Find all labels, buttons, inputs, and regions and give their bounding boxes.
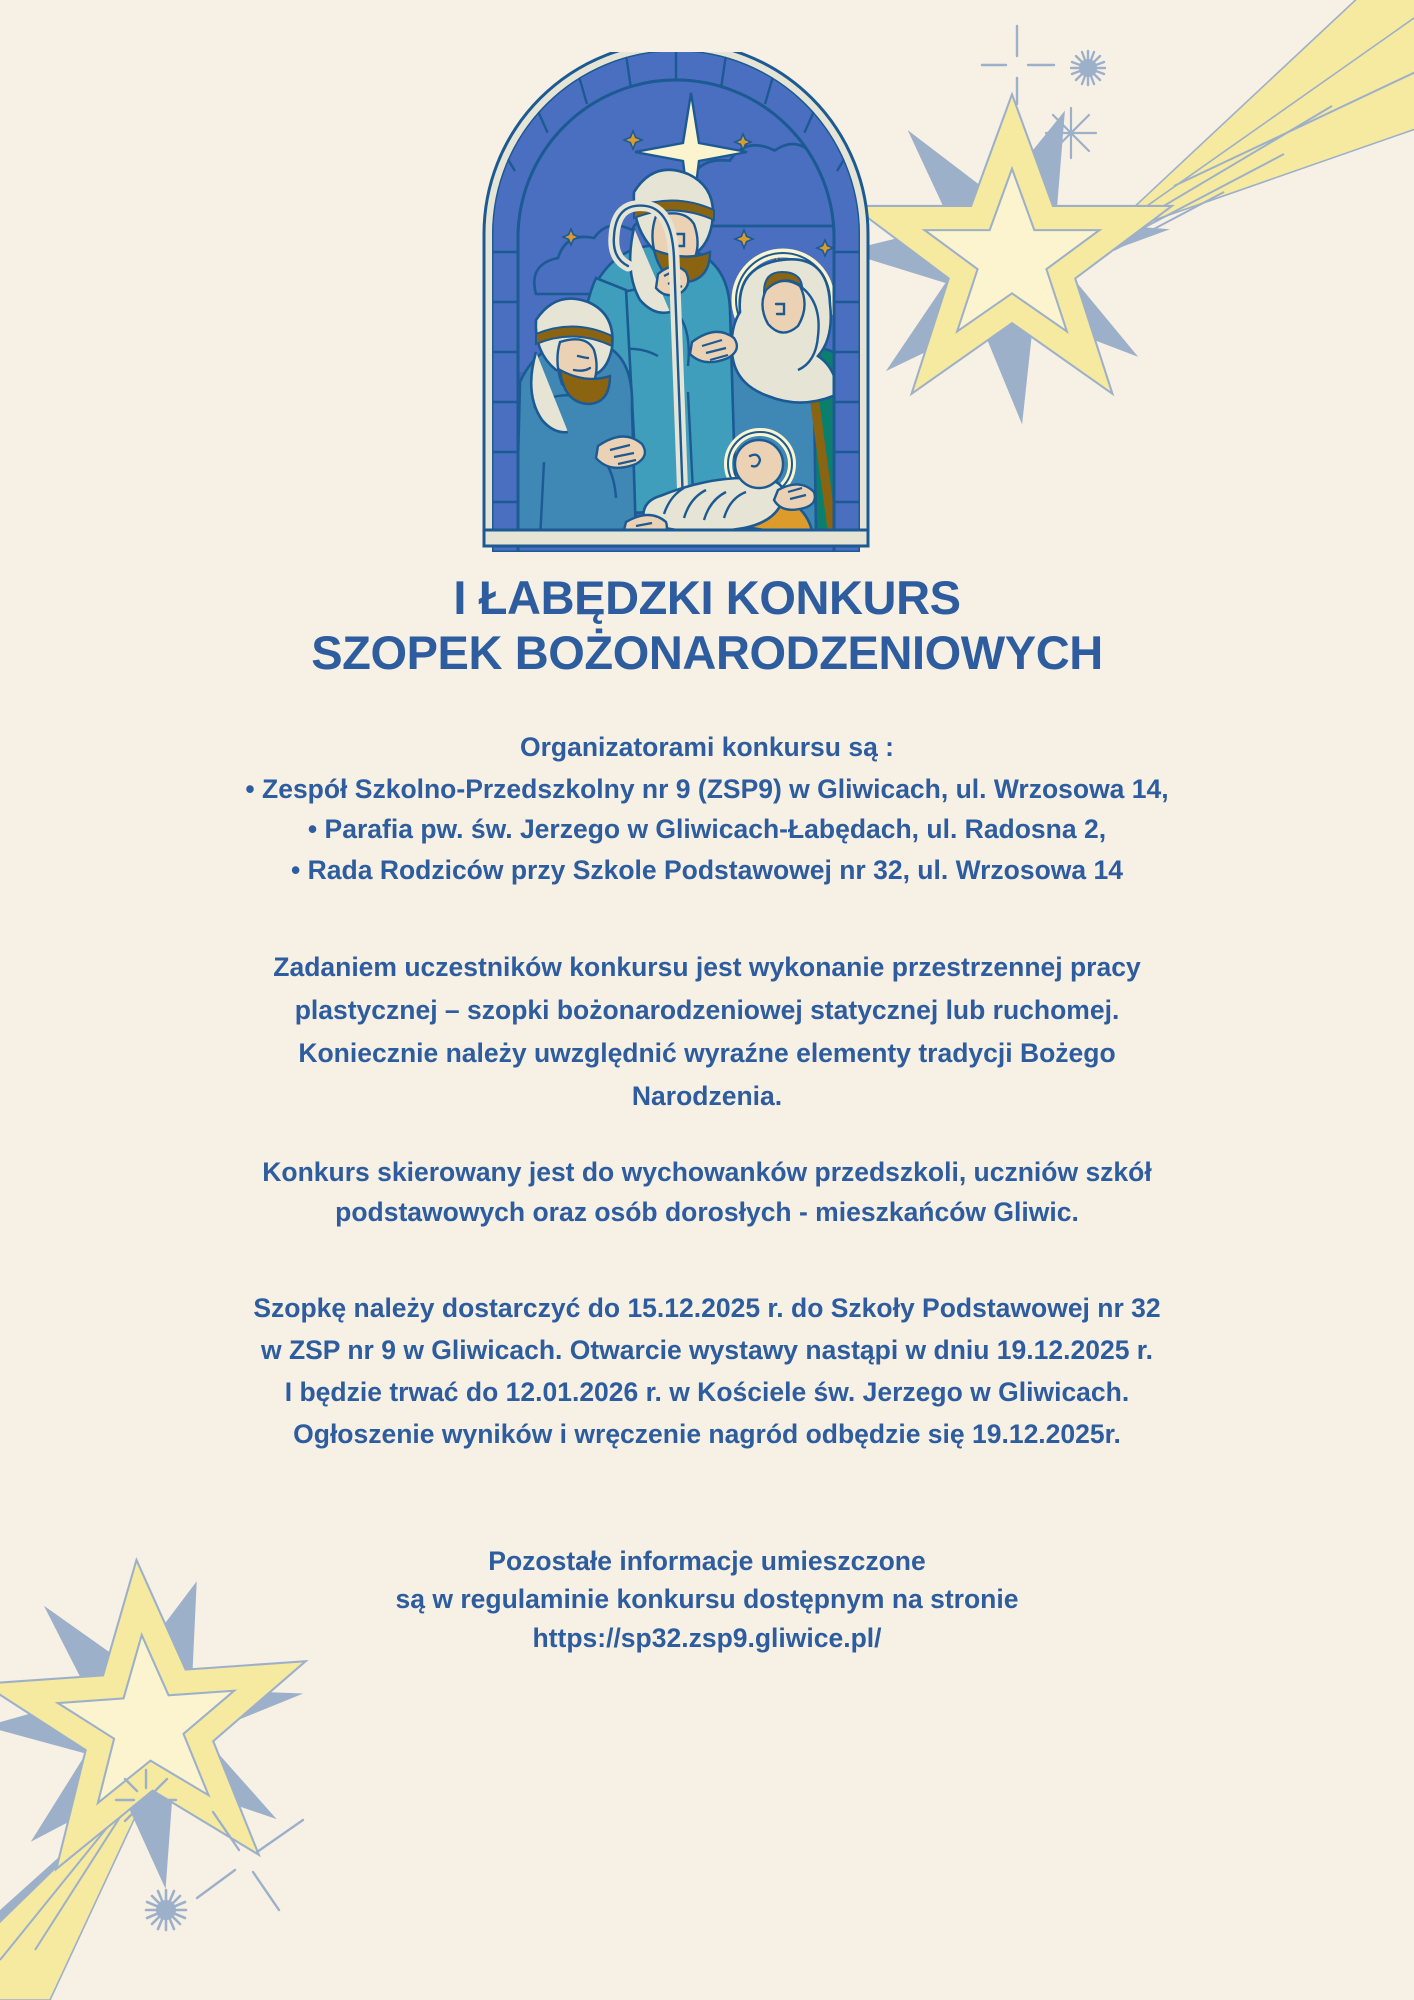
- footer-line-1: Pozostałe informacje umieszczone: [488, 1545, 926, 1576]
- more-info-block: [0, 1542, 1414, 1658]
- task-line-2: plastycznej – szopki bożonarodzeniowej statycznej lub ruchomej.: [294, 994, 1120, 1025]
- task-line-1: Zadaniem uczestników konkursu jest wykonanie przestrzennej pracy: [273, 951, 1141, 982]
- organizer-item-1: • Zespół Szkolno-Przedszkolny nr 9 (ZSP9) w Gliwicach, ul. Wrzosowa 14,: [245, 774, 1169, 805]
- title-line-2: SZOPEK BOŻONARODZENIOWYCH: [311, 626, 1103, 680]
- poster-content: [0, 570, 1414, 1658]
- dates-line-4: Ogłoszenie wyników i wręczenie nagród odbędzie się 19.12.2025r.: [293, 1418, 1121, 1449]
- organizers-block: [0, 727, 1414, 890]
- page-title: [0, 570, 1414, 681]
- dates-and-venue-block: [0, 1288, 1414, 1455]
- spacer: [0, 890, 1414, 946]
- sparkle-cluster-icon: [80, 1750, 410, 1980]
- spacer: [0, 1456, 1414, 1542]
- task-line-4: Narodzenia.: [631, 1080, 783, 1111]
- task-description-block: [0, 946, 1414, 1118]
- organizers-heading: Organizatorami konkursu są :: [519, 731, 895, 762]
- audience-line-2: podstawowych oraz osób dorosłych - mieszkańców Gliwic.: [335, 1196, 1079, 1227]
- shooting-star-comet-icon: [864, 0, 1414, 456]
- dates-line-1: Szopkę należy dostarczyć do 15.12.2025 r. do Szkoły Podstawowej nr 32: [253, 1293, 1161, 1324]
- audience-block: [0, 1152, 1414, 1233]
- regulations-url[interactable]: https://sp32.zsp9.gliwice.pl/: [532, 1623, 882, 1653]
- organizer-item-3: • Rada Rodziców przy Szkole Podstawowej nr 32, ul. Wrzosowa 14: [291, 854, 1123, 885]
- dates-line-2: w ZSP nr 9 w Gliwicach. Otwarcie wystawy nastąpi w dniu 19.12.2025 r.: [260, 1335, 1154, 1366]
- nativity-scene-illustration: [478, 52, 874, 552]
- audience-line-1: Konkurs skierowany jest do wychowanków przedszkoli, uczniów szkół: [262, 1156, 1152, 1187]
- spacer: [0, 1232, 1414, 1288]
- title-line-1: I ŁABĘDZKI KONKURS: [453, 571, 961, 624]
- footer-line-2: są w regulaminie konkursu dostępnym na stronie: [395, 1584, 1019, 1615]
- organizer-item-2: • Parafia pw. św. Jerzego w Gliwicach-Łabędach, ul. Radosna 2,: [307, 814, 1107, 845]
- dates-line-3: I będzie trwać do 12.01.2026 r. w Kościele św. Jerzego w Gliwicach.: [284, 1376, 1130, 1407]
- task-line-3: Koniecznie należy uwzględnić wyraźne elementy tradycji Bożego: [298, 1037, 1116, 1068]
- spacer: [0, 1118, 1414, 1152]
